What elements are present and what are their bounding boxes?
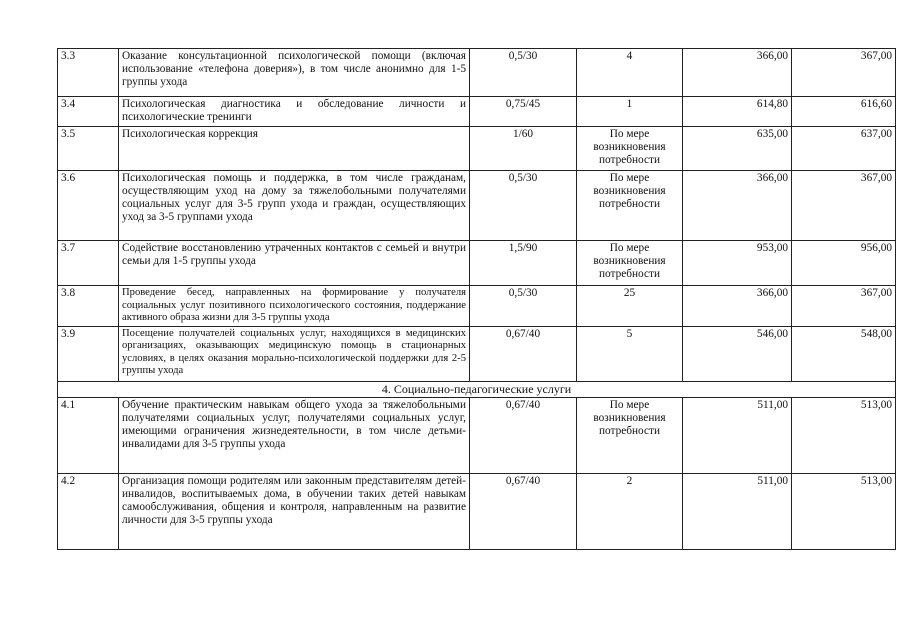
service-time: 1/60 [470, 127, 577, 171]
row-number: 3.5 [58, 127, 119, 171]
service-name: Организация помощи родителям или законным представителям детей-инвалидов, воспитываемых дома, в обучении таких детей навыкам самообслуживания, общения и контроля, направленным на развитие личности для 3-5 группы ухода [119, 473, 470, 549]
service-frequency: 2 [577, 473, 683, 549]
service-name: Оказание консультационной психологической помощи (включая использование «телефона доверия»), в том числе анонимно для 1-5 группы ухода [119, 49, 470, 97]
service-frequency: 5 [577, 326, 683, 381]
service-price-2: 548,00 [792, 326, 896, 381]
service-frequency: 25 [577, 286, 683, 327]
table-row [58, 286, 896, 327]
table-row [58, 49, 896, 97]
service-price-1: 546,00 [683, 326, 792, 381]
service-frequency: По мере возникновения потребности [577, 241, 683, 286]
service-price-2: 367,00 [792, 171, 896, 241]
table-row [58, 127, 896, 171]
table-row [58, 97, 896, 127]
row-number: 3.7 [58, 241, 119, 286]
section-row [58, 381, 896, 397]
service-frequency: 1 [577, 97, 683, 127]
table-row [58, 241, 896, 286]
service-name: Проведение бесед, направленных на формирование у получателя социальных услуг позитивного психологического состояния, поддержание активного образа жизни для 3-5 группы ухода [119, 286, 470, 327]
service-price-1: 366,00 [683, 286, 792, 327]
service-time: 0,5/30 [470, 171, 577, 241]
service-name: Психологическая коррекция [119, 127, 470, 171]
service-price-2: 367,00 [792, 286, 896, 327]
service-price-1: 511,00 [683, 473, 792, 549]
service-name: Обучение практическим навыкам общего ухода за тяжелобольными получателями социальных услуг, получателями социальных услуг, имеющими ограничения жизнедеятельности, в том числе детьми-инвалидами для 3-5 группы ухода [119, 397, 470, 473]
services-table [57, 48, 896, 550]
service-name: Психологическая диагностика и обследование личности и психологические тренинги [119, 97, 470, 127]
service-time: 0,67/40 [470, 397, 577, 473]
row-number: 3.4 [58, 97, 119, 127]
service-price-2: 616,60 [792, 97, 896, 127]
service-price-1: 511,00 [683, 397, 792, 473]
service-name: Посещение получателей социальных услуг, находящихся в медицинских организациях, оказывающих медицинскую помощь в стационарных условиях, в целях оказания морально-психологической поддержки для 2-5 группы ухода [119, 326, 470, 381]
service-frequency: 4 [577, 49, 683, 97]
service-time: 1,5/90 [470, 241, 577, 286]
service-price-1: 614,80 [683, 97, 792, 127]
service-time: 0,67/40 [470, 326, 577, 381]
row-number: 4.1 [58, 397, 119, 473]
service-frequency: По мере возникновения потребности [577, 397, 683, 473]
service-price-1: 366,00 [683, 49, 792, 97]
service-time: 0,75/45 [470, 97, 577, 127]
service-price-1: 953,00 [683, 241, 792, 286]
row-number: 3.9 [58, 326, 119, 381]
service-frequency: По мере возникновения потребности [577, 127, 683, 171]
service-price-1: 635,00 [683, 127, 792, 171]
service-price-2: 513,00 [792, 473, 896, 549]
service-price-2: 637,00 [792, 127, 896, 171]
table-row [58, 326, 896, 381]
row-number: 3.8 [58, 286, 119, 327]
service-price-2: 367,00 [792, 49, 896, 97]
table-row [58, 397, 896, 473]
row-number: 3.3 [58, 49, 119, 97]
service-price-2: 513,00 [792, 397, 896, 473]
row-number: 3.6 [58, 171, 119, 241]
table-row [58, 171, 896, 241]
row-number: 4.2 [58, 473, 119, 549]
service-price-1: 366,00 [683, 171, 792, 241]
table-row [58, 473, 896, 549]
service-frequency: По мере возникновения потребности [577, 171, 683, 241]
section-heading: 4. Социально-педагогические услуги [58, 381, 896, 397]
service-time: 0,5/30 [470, 286, 577, 327]
service-time: 0,5/30 [470, 49, 577, 97]
service-price-2: 956,00 [792, 241, 896, 286]
service-name: Содействие восстановлению утраченных контактов с семьей и внутри семьи для 1-5 группы ухода [119, 241, 470, 286]
service-name: Психологическая помощь и поддержка, в том числе гражданам, осуществляющим уход на дому за тяжелобольными получателями социальных услуг для 3-5 групп ухода и граждан, осуществляющих уход за 3-5 группами ухода [119, 171, 470, 241]
service-time: 0,67/40 [470, 473, 577, 549]
